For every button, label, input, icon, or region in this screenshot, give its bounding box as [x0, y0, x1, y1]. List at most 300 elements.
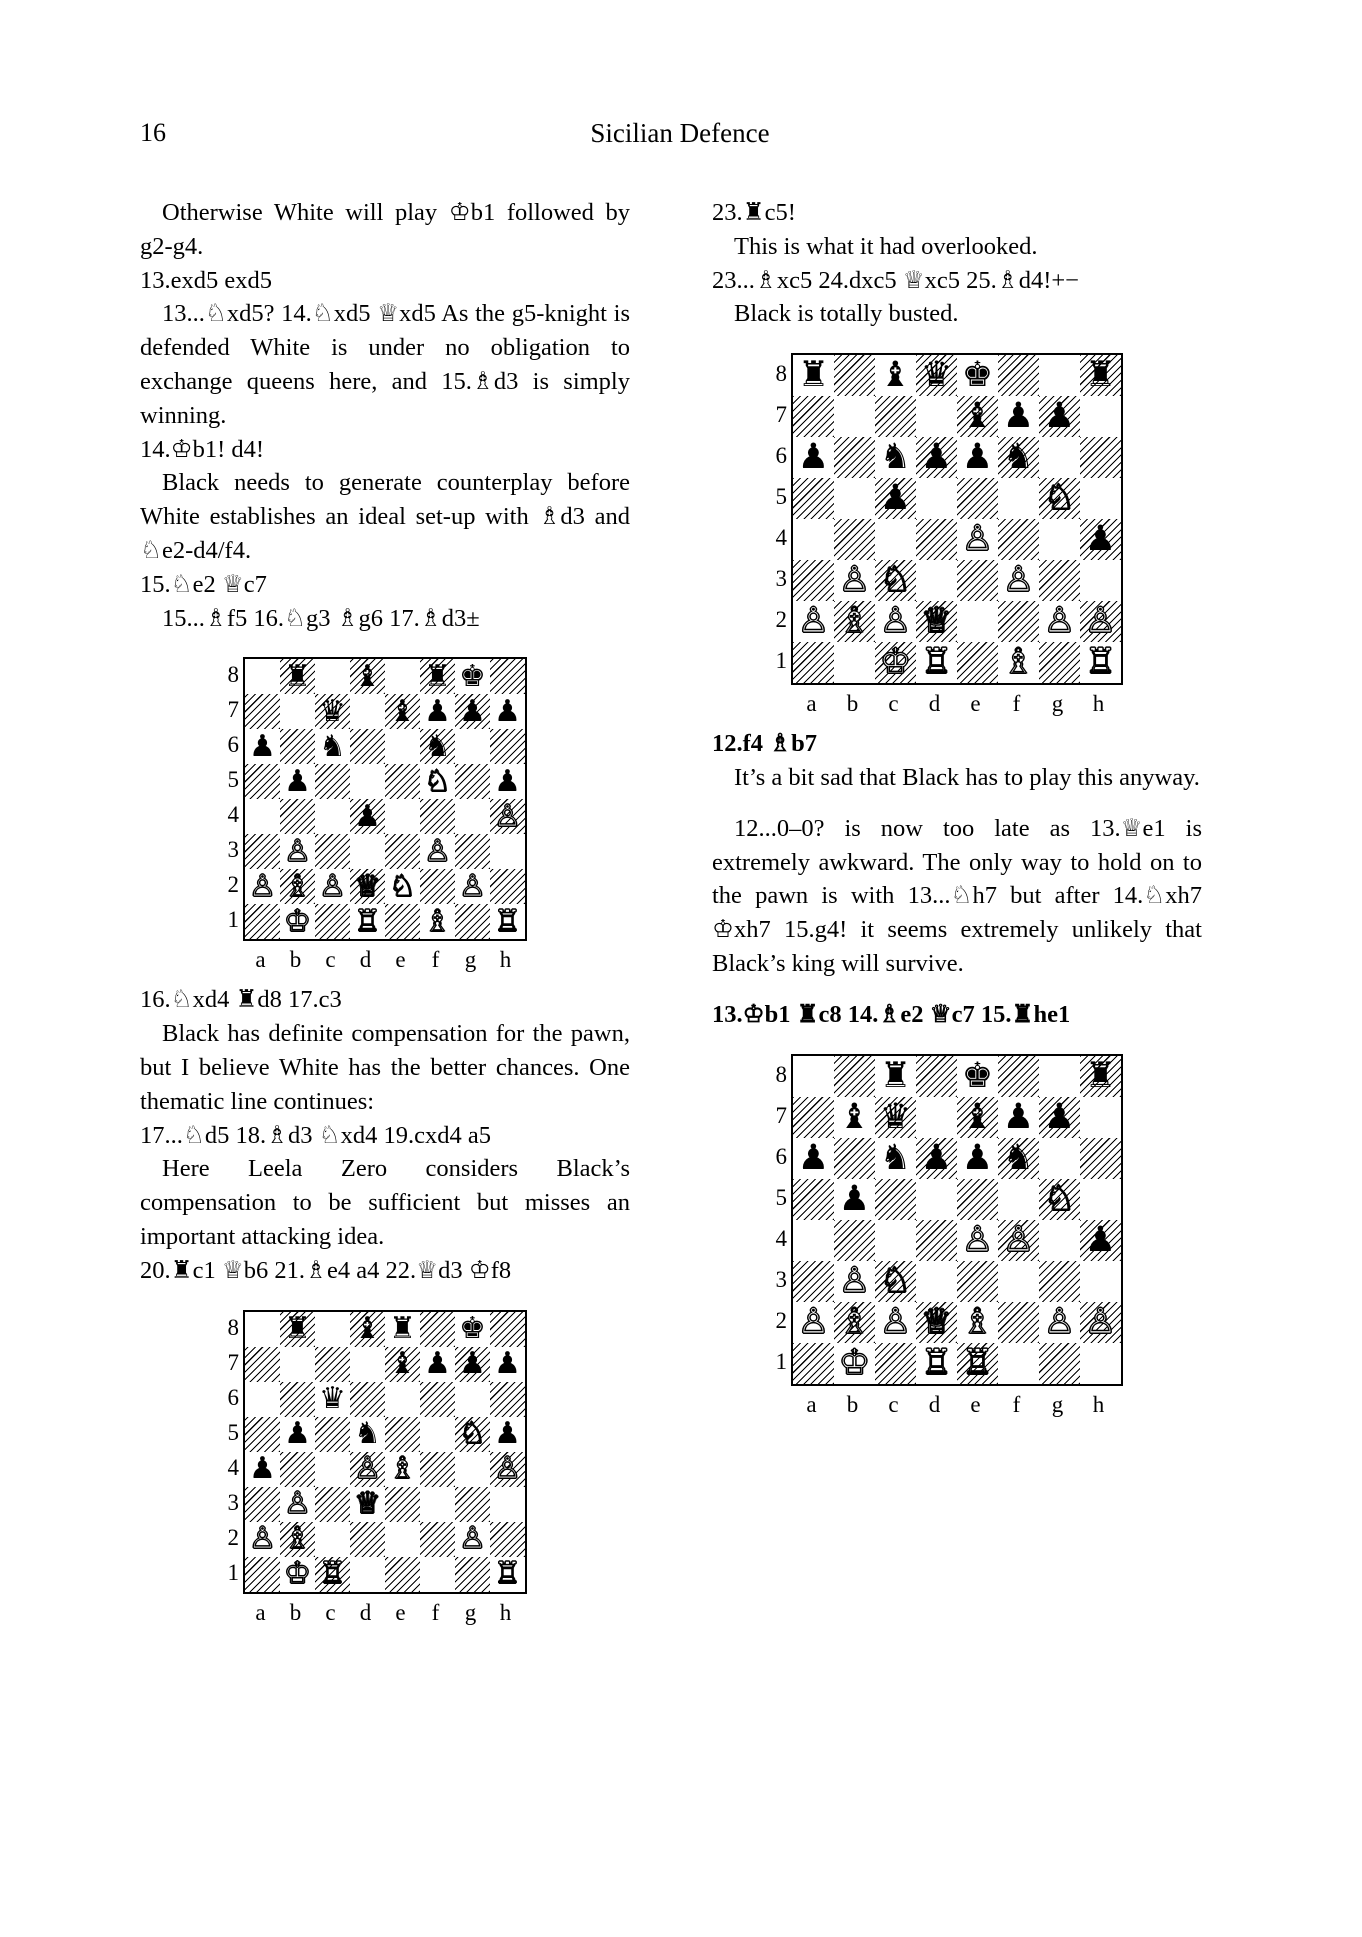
- piece-bP: ♟: [354, 798, 381, 834]
- file-label: f: [431, 947, 440, 973]
- file-label: a: [806, 691, 817, 717]
- piece-wB: ♗: [838, 601, 871, 642]
- piece-wP: ♙: [838, 560, 871, 601]
- board-square: [280, 1311, 315, 1347]
- board-square: [455, 764, 490, 799]
- piece-bP: ♟: [879, 478, 912, 519]
- piece-wP: ♙: [284, 833, 311, 869]
- board-square: [1080, 519, 1122, 560]
- board-rank: [792, 1220, 1122, 1261]
- piece-bR: ♜: [284, 1311, 311, 1347]
- board-square: [1039, 354, 1080, 396]
- board-rank: [792, 354, 1122, 396]
- file-label: e: [395, 947, 406, 973]
- board-square: [834, 519, 875, 560]
- piece-bP: ♟: [838, 1178, 871, 1219]
- rank-label: 1: [775, 648, 787, 674]
- board-square: [792, 601, 834, 642]
- board-square: [244, 694, 280, 729]
- board-square: [957, 1097, 998, 1138]
- board-square: [792, 1220, 834, 1261]
- board-square: [1039, 1302, 1080, 1343]
- board-square: [834, 642, 875, 684]
- board-square: [315, 729, 350, 764]
- file-label: a: [255, 947, 266, 973]
- board-square: [1080, 478, 1122, 519]
- piece-bP: ♟: [459, 693, 486, 729]
- board-square: [957, 1261, 998, 1302]
- page-number: 16: [140, 118, 166, 147]
- board-square: [875, 354, 916, 396]
- piece-bN: ♞: [1002, 437, 1035, 478]
- board-square: [455, 1557, 490, 1593]
- board-square: [916, 1343, 957, 1385]
- piece-wB: ♗: [389, 1451, 416, 1487]
- piece-bP: ♟: [494, 1346, 521, 1382]
- board-square: [244, 658, 280, 694]
- board-square: [998, 1343, 1039, 1385]
- move-line: 17...♘d5 18.♗d3 ♘xd4 19.cxd4 a5: [140, 1121, 492, 1149]
- board-square: [315, 1382, 350, 1417]
- rank-label: 5: [775, 484, 787, 510]
- board-square: [1039, 1343, 1080, 1385]
- piece-bP: ♟: [1002, 1096, 1035, 1137]
- board-square: [998, 1302, 1039, 1343]
- board-square: [280, 904, 315, 940]
- piece-wP: ♙: [961, 519, 994, 560]
- board-square: [385, 904, 420, 940]
- rank-label: 8: [775, 361, 787, 387]
- board-square: [244, 1452, 280, 1487]
- rank-label: 6: [775, 443, 787, 469]
- piece-wQ: ♕: [354, 1486, 381, 1522]
- piece-bR: ♜: [1084, 355, 1117, 396]
- board-square: [280, 764, 315, 799]
- board-square: [1080, 560, 1122, 601]
- board-square: [998, 519, 1039, 560]
- board-square: [916, 519, 957, 560]
- board-square: [244, 869, 280, 904]
- board-square: [385, 869, 420, 904]
- board-square: [998, 560, 1039, 601]
- piece-bP: ♟: [424, 1346, 451, 1382]
- board-square: [455, 694, 490, 729]
- board-square: [350, 729, 385, 764]
- board-rank: [792, 560, 1122, 601]
- rank-label: 7: [227, 1349, 239, 1375]
- board-square: [1080, 1302, 1122, 1343]
- board-square: [420, 1417, 455, 1452]
- board-square: [1039, 601, 1080, 642]
- board-square: [315, 834, 350, 869]
- board-square: [834, 601, 875, 642]
- board-square: [455, 1382, 490, 1417]
- piece-wK: ♔: [284, 903, 311, 939]
- piece-wR: ♖: [354, 903, 381, 939]
- piece-wB: ♗: [284, 1521, 311, 1557]
- file-label: a: [255, 1599, 266, 1625]
- board-square: [455, 1417, 490, 1452]
- board-square: [916, 1261, 957, 1302]
- board-square: [916, 1097, 957, 1138]
- piece-bQ: ♛: [879, 1096, 912, 1137]
- board-square: [385, 729, 420, 764]
- piece-bP: ♟: [249, 728, 276, 764]
- body-paragraph: Here Leela Zero considers Black’s compensation to be sufficient but misses an important attacking idea.: [140, 1155, 630, 1250]
- body-paragraph: This is what it had overlooked.: [734, 232, 1038, 260]
- file-label: c: [325, 947, 336, 973]
- board-rank: [244, 1382, 526, 1417]
- board-square: [420, 658, 455, 694]
- piece-wB: ♗: [961, 1301, 994, 1342]
- rank-label: 8: [227, 1314, 239, 1340]
- paragraph-gap: [712, 795, 1202, 812]
- board-rank: [792, 642, 1122, 684]
- board-square: [244, 1347, 280, 1382]
- board-square: [385, 1522, 420, 1557]
- file-label: c: [325, 1599, 336, 1625]
- board-square: [350, 799, 385, 834]
- board-square: [998, 354, 1039, 396]
- board-square: [420, 1347, 455, 1382]
- board-square: [350, 904, 385, 940]
- board-rank: [244, 1557, 526, 1593]
- board-square: [916, 1302, 957, 1343]
- board-square: [490, 904, 526, 940]
- piece-bK: ♚: [961, 1055, 994, 1096]
- move-line: 16.♘xd4 ♜d8 17.c3: [140, 986, 342, 1014]
- board-square: [455, 1487, 490, 1522]
- piece-wP: ♙: [961, 1219, 994, 1260]
- board-rank: [244, 869, 526, 904]
- board-square: [957, 437, 998, 478]
- rank-label: 8: [775, 1061, 787, 1087]
- rank-label: 1: [227, 1559, 239, 1585]
- piece-wN: ♘: [459, 1416, 486, 1452]
- board-square: [834, 1261, 875, 1302]
- body-paragraph: Black needs to generate counterplay before White establishes an ideal set-up with ♗d3 and ♘e2-d4/f4.: [140, 469, 630, 564]
- body-paragraph: It’s a bit sad that Black has to play this anyway.: [734, 763, 1200, 791]
- board-square: [455, 1522, 490, 1557]
- rank-labels: [765, 1054, 787, 1382]
- file-label: e: [970, 691, 981, 717]
- piece-bN: ♞: [354, 1416, 381, 1452]
- main-line-moves: 13.♔b1 ♜c8 14.♗e2 ♕c7 15.♜he1: [712, 1000, 1071, 1028]
- board-square: [834, 1179, 875, 1220]
- board-square: [834, 1097, 875, 1138]
- board-square: [1080, 396, 1122, 437]
- rank-label: 6: [227, 732, 239, 758]
- piece-bP: ♟: [961, 437, 994, 478]
- board-square: [420, 1522, 455, 1557]
- board-square: [280, 1452, 315, 1487]
- board-square: [792, 437, 834, 478]
- piece-wR: ♖: [494, 1556, 521, 1592]
- piece-wN: ♘: [1043, 1178, 1076, 1219]
- board-inner: [227, 657, 527, 973]
- board-square: [455, 799, 490, 834]
- rank-label: 6: [227, 1384, 239, 1410]
- piece-bR: ♜: [389, 1311, 416, 1347]
- board-square: [1039, 437, 1080, 478]
- board-square: [834, 437, 875, 478]
- board-square: [315, 694, 350, 729]
- board-square: [1039, 1179, 1080, 1220]
- board-square: [350, 869, 385, 904]
- board-square: [280, 1347, 315, 1382]
- board-square: [916, 601, 957, 642]
- board-square: [350, 1382, 385, 1417]
- board-square: [420, 1452, 455, 1487]
- board-square: [490, 1557, 526, 1593]
- board-square: [916, 1138, 957, 1179]
- piece-wQ: ♕: [920, 1301, 953, 1342]
- rank-label: 5: [775, 1184, 787, 1210]
- rank-label: 7: [775, 402, 787, 428]
- board-grid: [791, 353, 1123, 685]
- board-square: [957, 519, 998, 560]
- piece-wN: ♘: [389, 868, 416, 904]
- board-square: [998, 396, 1039, 437]
- board-square: [455, 1311, 490, 1347]
- piece-bP: ♟: [961, 1137, 994, 1178]
- file-label: c: [888, 1391, 899, 1417]
- rank-label: 2: [227, 1524, 239, 1550]
- piece-wB: ♗: [1002, 642, 1035, 683]
- board-square: [280, 1487, 315, 1522]
- board-square: [280, 1382, 315, 1417]
- board-square: [490, 1452, 526, 1487]
- board-square: [998, 1097, 1039, 1138]
- piece-bR: ♜: [424, 658, 451, 694]
- board-square: [420, 764, 455, 799]
- board-square: [792, 519, 834, 560]
- piece-bP: ♟: [1084, 1219, 1117, 1260]
- board-square: [490, 764, 526, 799]
- board-rank: [244, 1417, 526, 1452]
- piece-bN: ♞: [879, 1137, 912, 1178]
- board-square: [916, 642, 957, 684]
- piece-wR: ♖: [1084, 642, 1117, 683]
- rank-label: 1: [227, 907, 239, 933]
- piece-bP: ♟: [284, 763, 311, 799]
- file-label: f: [431, 1599, 440, 1625]
- board-rank: [792, 1179, 1122, 1220]
- chess-diagram: [140, 1310, 630, 1626]
- board-square: [792, 396, 834, 437]
- board-square: [1080, 601, 1122, 642]
- piece-bB: ♝: [838, 1096, 871, 1137]
- board-square: [385, 1557, 420, 1593]
- rank-label: 4: [775, 525, 787, 551]
- board-square: [1080, 642, 1122, 684]
- rank-label: 1: [775, 1348, 787, 1374]
- board-square: [875, 1261, 916, 1302]
- rank-label: 6: [775, 1143, 787, 1169]
- piece-wP: ♙: [494, 1451, 521, 1487]
- body-paragraph: 12...0–0? is now too late as 13.♕e1 is extremely awkward. The only way to hold on to the pawn is with 13...♘h7 but after 14.♘xh7 ♔xh7 15.g4! it seems extremely unlikely that Black’s king will survive.: [712, 814, 1202, 977]
- board-rank: [244, 1487, 526, 1522]
- board-square: [916, 1179, 957, 1220]
- board-rank: [792, 396, 1122, 437]
- piece-wP: ♙: [1002, 1219, 1035, 1260]
- piece-wP: ♙: [1043, 601, 1076, 642]
- rank-labels: [217, 657, 239, 937]
- board-square: [280, 1522, 315, 1557]
- piece-bB: ♝: [961, 396, 994, 437]
- piece-bP: ♟: [797, 1137, 830, 1178]
- rank-label: 3: [227, 837, 239, 863]
- piece-bQ: ♛: [319, 1381, 346, 1417]
- file-label: d: [359, 1599, 372, 1625]
- board-rank: [244, 834, 526, 869]
- board-rank: [244, 1347, 526, 1382]
- piece-bN: ♞: [319, 728, 346, 764]
- board-square: [385, 1417, 420, 1452]
- board-square: [834, 354, 875, 396]
- piece-bP: ♟: [494, 1416, 521, 1452]
- file-label: e: [395, 1599, 406, 1625]
- board-square: [834, 1220, 875, 1261]
- file-label: g: [464, 1599, 477, 1625]
- board-square: [490, 1417, 526, 1452]
- file-label: h: [499, 1599, 512, 1625]
- board-square: [350, 1452, 385, 1487]
- board-square: [350, 834, 385, 869]
- board-square: [280, 834, 315, 869]
- piece-bR: ♜: [797, 355, 830, 396]
- board-square: [957, 1055, 998, 1097]
- board-square: [385, 1311, 420, 1347]
- board-square: [315, 904, 350, 940]
- piece-bK: ♚: [961, 355, 994, 396]
- board-square: [315, 869, 350, 904]
- board-square: [490, 1522, 526, 1557]
- piece-bP: ♟: [797, 437, 830, 478]
- board-square: [350, 1522, 385, 1557]
- board-square: [350, 658, 385, 694]
- board-square: [957, 1179, 998, 1220]
- piece-wP: ♙: [797, 1301, 830, 1342]
- paragraph-gap: [712, 981, 1202, 998]
- board-square: [957, 560, 998, 601]
- board-square: [280, 799, 315, 834]
- piece-wB: ♗: [838, 1301, 871, 1342]
- board-square: [1080, 1343, 1122, 1385]
- left-column: [140, 196, 630, 1636]
- piece-wP: ♙: [459, 868, 486, 904]
- rank-labels: [217, 1310, 239, 1590]
- rank-label: 2: [227, 872, 239, 898]
- board-square: [998, 1261, 1039, 1302]
- board-square: [792, 354, 834, 396]
- board-square: [916, 1220, 957, 1261]
- file-labels: [243, 947, 527, 973]
- file-labels: [791, 1392, 1123, 1418]
- file-label: d: [928, 1391, 941, 1417]
- board-rank: [244, 694, 526, 729]
- board-rank: [792, 478, 1122, 519]
- board-square: [1039, 560, 1080, 601]
- rank-label: 4: [775, 1225, 787, 1251]
- rank-label: 3: [227, 1489, 239, 1515]
- rank-labels: [765, 353, 787, 681]
- move-line: 20.♜c1 ♕b6 21.♗e4 a4 22.♕d3 ♔f8: [140, 1256, 512, 1284]
- board-square: [875, 601, 916, 642]
- board-square: [420, 869, 455, 904]
- board-square: [1080, 1179, 1122, 1220]
- page-header: [140, 118, 1220, 152]
- board-rank: [244, 1311, 526, 1347]
- file-label: c: [888, 691, 899, 717]
- main-line-moves: 12.f4 ♗b7: [712, 730, 817, 758]
- board-square: [792, 478, 834, 519]
- board-square: [957, 642, 998, 684]
- board-square: [875, 396, 916, 437]
- board-square: [455, 869, 490, 904]
- board-square: [315, 799, 350, 834]
- board-square: [350, 1311, 385, 1347]
- board-rank: [244, 904, 526, 940]
- board-square: [875, 1343, 916, 1385]
- board-square: [490, 869, 526, 904]
- rank-label: 2: [775, 607, 787, 633]
- move-line: 15.♘e2 ♕c7: [140, 570, 267, 598]
- board-square: [834, 1343, 875, 1385]
- board-grid: [791, 1054, 1123, 1386]
- piece-wK: ♔: [879, 642, 912, 683]
- board-square: [916, 396, 957, 437]
- board-square: [420, 799, 455, 834]
- board-square: [998, 478, 1039, 519]
- board-square: [280, 1557, 315, 1593]
- board-rank: [244, 729, 526, 764]
- piece-wP: ♙: [838, 1260, 871, 1301]
- board-square: [244, 904, 280, 940]
- board-square: [916, 560, 957, 601]
- board-square: [875, 1055, 916, 1097]
- board-square: [1080, 1261, 1122, 1302]
- board-square: [792, 1261, 834, 1302]
- board-square: [875, 478, 916, 519]
- board-square: [315, 658, 350, 694]
- chess-diagram: [712, 1054, 1202, 1418]
- board-square: [834, 478, 875, 519]
- board-square: [420, 1487, 455, 1522]
- piece-bP: ♟: [1002, 396, 1035, 437]
- board-square: [1039, 1055, 1080, 1097]
- piece-bP: ♟: [1043, 1096, 1076, 1137]
- piece-bP: ♟: [424, 693, 451, 729]
- board-square: [1039, 396, 1080, 437]
- piece-wR: ♖: [961, 1342, 994, 1383]
- board-grid: [243, 1310, 527, 1594]
- piece-wP: ♙: [249, 868, 276, 904]
- piece-wQ: ♕: [354, 868, 381, 904]
- board-square: [455, 904, 490, 940]
- body-paragraph: Black has definite compensation for the pawn, but I believe White has the better chances. One thematic line continues:: [140, 1020, 630, 1115]
- piece-wN: ♘: [879, 560, 912, 601]
- board-square: [350, 1557, 385, 1593]
- piece-wR: ♖: [920, 1342, 953, 1383]
- board-square: [1080, 437, 1122, 478]
- board-square: [280, 729, 315, 764]
- piece-bK: ♚: [459, 1311, 486, 1347]
- board-square: [957, 601, 998, 642]
- board-square: [490, 834, 526, 869]
- file-label: b: [846, 1391, 859, 1417]
- move-line: 23...♗xc5 24.dxc5 ♕xc5 25.♗d4!+−: [712, 266, 1080, 294]
